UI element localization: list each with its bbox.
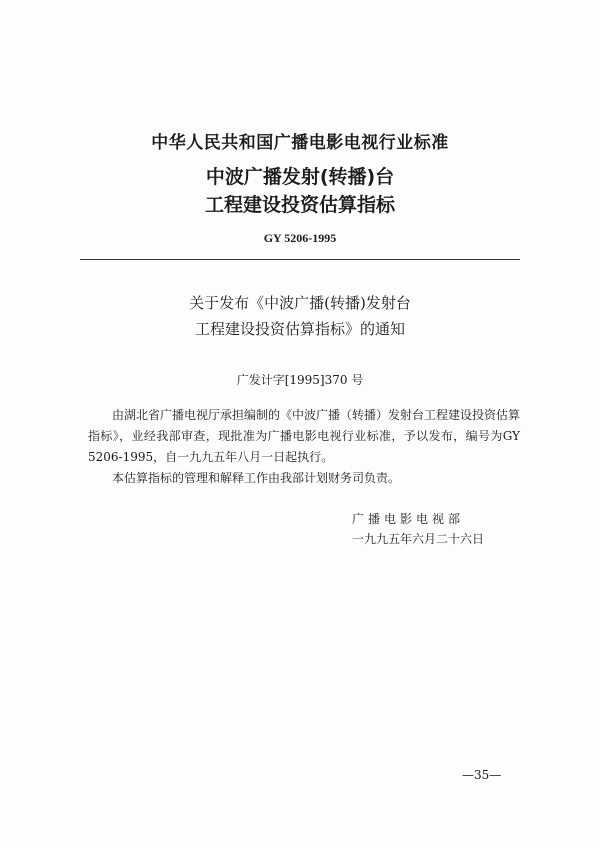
issue-date: 一九九五年六月二十六日 [352, 532, 485, 546]
issuing-authority: 广播电影电视部 [352, 512, 465, 526]
standard-code: GY 5206-1995 [263, 231, 337, 245]
notice-paragraph-2: 本估算指标的管理和解释工作由我部计划财务司负责。 [112, 471, 401, 485]
header-divider [80, 259, 520, 260]
document-title-line-1: 中波广播发射(转播)台 [205, 166, 395, 188]
notice-title-line-1: 关于发布《中波广播(转播)发射台 [189, 294, 411, 312]
document-number: 广发计字[1995]370 号 [236, 373, 364, 387]
notice-title-line-2: 工程建设投资估算指标》的通知 [194, 320, 405, 338]
page-number: —35— [462, 768, 502, 782]
document-title-line-2: 工程建设投资估算指标 [204, 194, 395, 216]
notice-paragraph-1: 由湖北省广播电视厅承担编制的《中波广播（转播）发射台工程建设投资估算指标》，业经我部审查，现批准为广播电影电视行业标准，予以发布，编号为GY 5206-1995，自一九九五年八月一日起执行。 [88, 408, 521, 464]
standard-organization: 中华人民共和国广播电影电视行业标准 [151, 133, 449, 153]
